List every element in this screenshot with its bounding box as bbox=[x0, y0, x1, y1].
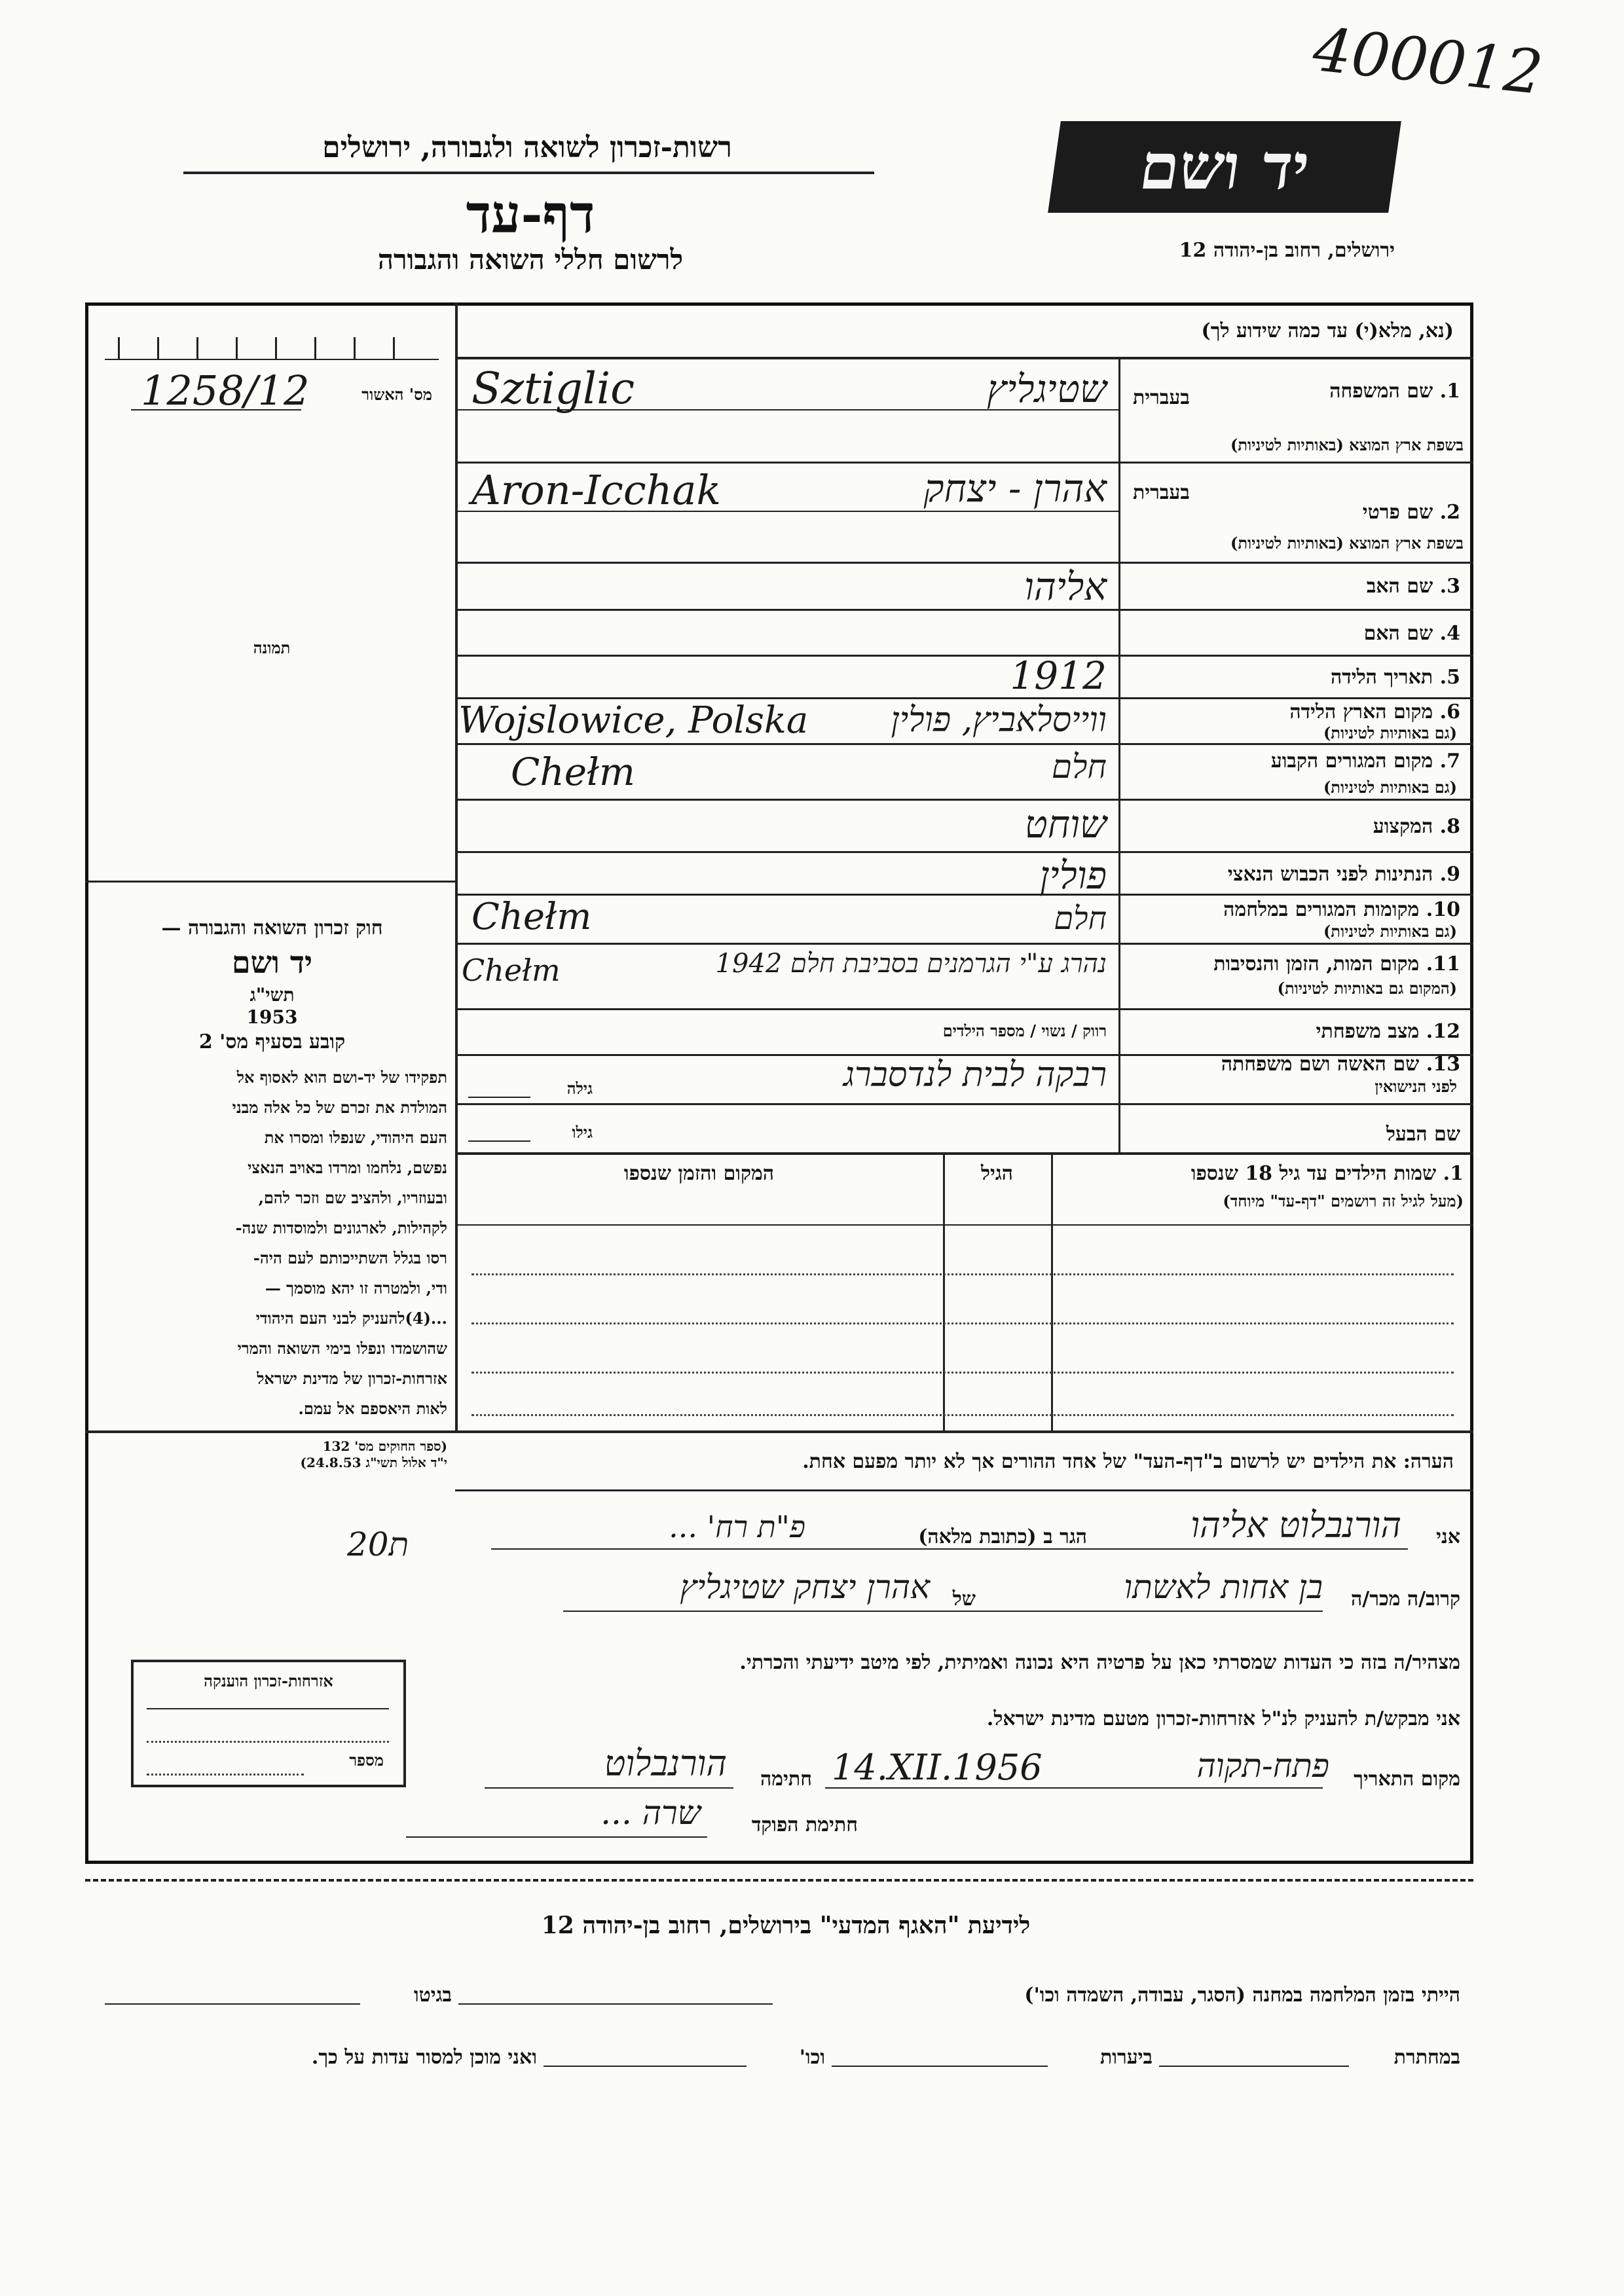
note-bottom bbox=[455, 1489, 1473, 1491]
declarant-name: הורנבלוט אליהו bbox=[1190, 1504, 1401, 1546]
field-10-value-latin: Chełm bbox=[471, 896, 592, 938]
footer-ghetto-label: בגיטו bbox=[413, 1984, 452, 2007]
declaration-text: מצהיר/ה בזה כי העדות שמסרתי כאן על פרטיה היא נכונה ואמיתית, לפי מיטב ידיעתי והכרתי. bbox=[739, 1651, 1460, 1674]
field-13-sub: לפני הנישואין bbox=[1375, 1077, 1457, 1096]
children-col-divider-2 bbox=[943, 1152, 945, 1430]
field-1-lang: בעברית bbox=[1133, 386, 1190, 409]
place-date-line bbox=[825, 1787, 1323, 1789]
place-date-label: מקום התאריך bbox=[1354, 1768, 1460, 1791]
children-col-age: הגיל bbox=[980, 1162, 1014, 1185]
field-2-value-latin: Aron-Icchak bbox=[471, 466, 722, 514]
row-sep-14 bbox=[455, 1152, 1473, 1155]
approval-ticks bbox=[118, 337, 432, 360]
declarant-line-2 bbox=[563, 1611, 1323, 1612]
row-sep-1 bbox=[455, 462, 1473, 464]
form-intro: (נא, מלא(י) עד כמה שידוע לך) bbox=[1201, 319, 1454, 342]
stamp-title: אזרחות-זכרון הוענקה bbox=[204, 1671, 333, 1690]
field-10-sub: (גם באותיות לטיניות) bbox=[1323, 922, 1457, 941]
signature-label: חתימה bbox=[760, 1768, 812, 1791]
field-7-label: 7. מקום המגורים הקבוע bbox=[1270, 750, 1460, 773]
field-6-label: 6. מקום הארץ הלידה bbox=[1289, 701, 1460, 723]
field-2-sub: בשפת ארץ המוצא (באותיות לטיניות) bbox=[1230, 534, 1464, 553]
field-2-value-hebrew: אהרן - יצחק bbox=[923, 466, 1107, 511]
label-column-border bbox=[1118, 357, 1120, 1152]
children-row-3 bbox=[471, 1372, 1454, 1374]
field-husband-age-label: גילו bbox=[572, 1123, 593, 1142]
footer-line-1-field-a bbox=[458, 2003, 773, 2005]
field-13-label: 13. שם האשה ושם משפחתה bbox=[1221, 1053, 1460, 1076]
field-11-sub: (המקום גם באותיות לטיניות) bbox=[1277, 979, 1457, 998]
law-year-heb: תשי"ג bbox=[249, 984, 295, 1006]
footer-line-1-field-b bbox=[105, 2003, 360, 2005]
children-bottom bbox=[455, 1430, 1473, 1433]
field-2-label: 2. שם פרטי bbox=[1362, 501, 1460, 524]
children-header-line bbox=[455, 1224, 1473, 1226]
left-column-border bbox=[455, 302, 458, 1430]
field-11-label: 11. מקום המות, הזמן והנסיבות bbox=[1213, 953, 1460, 975]
stamp-number-line bbox=[147, 1774, 304, 1776]
photo-label: תמונה bbox=[253, 638, 291, 657]
photo-area-bottom bbox=[85, 881, 455, 883]
request-text: אני מבקש/ת להעניק לנ"ל אזרחות-זכרון מטעם מדינת ישראל. bbox=[986, 1707, 1460, 1730]
footer-line-2-field-b bbox=[832, 2066, 1048, 2067]
field-13-age-label: גילה bbox=[566, 1079, 593, 1098]
field-7-value-hebrew: חלם bbox=[1051, 748, 1107, 786]
field-5-label: 5. תאריך הלידה bbox=[1331, 666, 1460, 689]
footer-underground-label: במחתרת bbox=[1393, 2046, 1460, 2069]
relation-of: של bbox=[952, 1588, 976, 1611]
field-7-value-latin: Chełm bbox=[511, 750, 635, 794]
field-1-value-hebrew: שטיגליץ bbox=[986, 367, 1107, 411]
authority-underline bbox=[183, 172, 874, 174]
children-col-divider-1 bbox=[1051, 1152, 1053, 1430]
law-section: קובע בסעיף מס' 2 bbox=[198, 1030, 346, 1053]
row-sep-10 bbox=[455, 943, 1473, 945]
fields-top-border bbox=[455, 357, 1473, 359]
declarant-address: פ"ת רח' ... bbox=[669, 1509, 805, 1544]
footer-forests-label: ביערות bbox=[1099, 2046, 1153, 2069]
children-row-2 bbox=[471, 1322, 1454, 1324]
approval-value: 1258/12 bbox=[141, 367, 310, 414]
yad-vashem-logo bbox=[1048, 121, 1401, 213]
field-10-value-hebrew: חלם bbox=[1054, 900, 1107, 937]
relation-label: קרוב/ה מכר/ה bbox=[1351, 1588, 1460, 1611]
law-sidebar bbox=[97, 917, 447, 1471]
footer-dashed-top bbox=[85, 1879, 1473, 1882]
citizenship-stamp-box bbox=[131, 1660, 406, 1787]
law-source: (ספר החוקים מס' 132 י"ד אלול תשי"ג 24.8.53) bbox=[300, 1438, 447, 1470]
law-text: תפקידו של יד-ושם הוא לאסוף אל המולדת את זכרם של כל אלה מבני העם היהודי, שנפלו ומסרו את נפשם, נלחמו ומרדו באויב הנאצי ובעוזריו, ולהציב שם וזכר להם, לקהילות, לארגונים ולמוסדות שנה- רסו בגלל השתייכותם לעם היה- ודי, ולמטרה זו יהא מוסמך — ...(4)להעניק לבני העם היהודי שהושמדו ונפלו בימי השואה והמרי אזרחות-זכרון של מדינת ישראל לאות היאספם אל עמם. bbox=[232, 1068, 447, 1418]
footer-etc-label: וכו' bbox=[799, 2046, 825, 2069]
children-row-4 bbox=[471, 1414, 1454, 1416]
field-12-label: 12. מצב משפחתי bbox=[1316, 1020, 1460, 1043]
header-address: ירושלים, רחוב בן-יהודה 12 bbox=[1179, 239, 1395, 262]
approval-underline bbox=[131, 409, 301, 410]
row-sep-7 bbox=[455, 799, 1473, 801]
field-6-value-hebrew: ווייסלאביץ, פולין bbox=[891, 701, 1107, 740]
field-9-label: 9. הנתינות לפני הכבוש הנאצי bbox=[1227, 863, 1460, 886]
officer-label: חתימת הפוקד bbox=[751, 1813, 858, 1836]
place-value: פתח-תקוה bbox=[1196, 1747, 1329, 1785]
field-husband-label: שם הבעל bbox=[1386, 1123, 1460, 1146]
row-sep-13 bbox=[455, 1103, 1473, 1105]
field-10-label: 10. מקומות המגורים במלחמה bbox=[1223, 898, 1460, 921]
field-1-label: 1. שם המשפחה bbox=[1329, 380, 1460, 403]
children-sub: (מעל לגיל זה רושמים "דף-עד" מיוחד) bbox=[1223, 1192, 1464, 1211]
stamp-line bbox=[147, 1741, 389, 1743]
law-year: 1953 bbox=[246, 1006, 298, 1028]
field-12-options: רווק / נשוי / מספר הילדים bbox=[942, 1021, 1107, 1040]
law-name: יד ושם bbox=[231, 945, 313, 980]
signature-line bbox=[485, 1787, 733, 1789]
form-subtitle: לרשום חללי השואה והגבורה bbox=[377, 244, 684, 276]
relation-value: בן אחות לאשתו bbox=[1124, 1568, 1323, 1606]
children-col-place: המקום והזמן שנספו bbox=[623, 1162, 775, 1185]
officer-line bbox=[406, 1836, 707, 1838]
field-2-lang: בעברית bbox=[1133, 481, 1190, 504]
reference-number: 400012 bbox=[1310, 14, 1546, 109]
field-9-value: פולין bbox=[1039, 853, 1107, 898]
deceased-name: אהרן יצחק שטיגליץ bbox=[680, 1568, 930, 1606]
field-husband-age-line bbox=[468, 1140, 530, 1142]
field-5-value: 1912 bbox=[1010, 653, 1107, 698]
field-1-value-latin: Sztiglic bbox=[471, 363, 635, 414]
field-6-value-latin: Wojslowice, Polska bbox=[458, 699, 809, 742]
field-6-sub: (גם באותיות לטיניות) bbox=[1323, 723, 1457, 742]
children-note: הערה: את הילדים יש לרשום ב"דף-העד" של אחד ההורים אך לא יותר מפעם אחת. bbox=[802, 1450, 1454, 1473]
stamp-divider bbox=[147, 1708, 389, 1709]
field-11-value-hebrew: נהרג ע"י הגרמנים בסביבת חלם 1942 bbox=[715, 949, 1107, 979]
margin-note: 20ת bbox=[347, 1525, 409, 1563]
sidebar-bottom bbox=[85, 1430, 455, 1433]
authority-name: רשות-זכרון לשואה ולגבורה, ירושלים bbox=[322, 131, 732, 164]
officer-signature: שרה ... bbox=[600, 1794, 701, 1832]
field-3-value: אליהו bbox=[1024, 564, 1107, 609]
field-8-label: 8. המקצוע bbox=[1373, 815, 1460, 838]
declarant-address-label: הגר ב (כתובת מלאה) bbox=[918, 1525, 1087, 1548]
footer-line-2-field-a bbox=[1159, 2066, 1349, 2067]
field-3-label: 3. שם האב bbox=[1366, 575, 1460, 598]
field-1-sub: בשפת ארץ המוצא (באותיות לטיניות) bbox=[1230, 435, 1464, 454]
field-13-value: רבקה לבית לנדסברג bbox=[843, 1055, 1107, 1095]
footer-line-1-text: הייתי בזמן המלחמה במחנה (הסגר, עבודה, השמדה וכו') bbox=[1024, 1984, 1460, 2007]
declarant-line-1 bbox=[491, 1548, 1408, 1550]
footer-testimony-text: ואני מוכן למסור עדות על כך. bbox=[311, 2046, 537, 2069]
approval-label: מס' האשור bbox=[361, 385, 432, 404]
row-sep-3 bbox=[455, 609, 1473, 611]
children-label: 1. שמות הילדים עד גיל 18 שנספו bbox=[1190, 1162, 1464, 1185]
form-title: דף-עד bbox=[466, 183, 595, 245]
field-4-label: 4. שם האם bbox=[1363, 622, 1460, 645]
children-row-1 bbox=[471, 1273, 1454, 1275]
row-sep-2 bbox=[455, 562, 1473, 564]
law-title: חוק זכרון השואה והגבורה — bbox=[161, 917, 383, 939]
row-sep-6 bbox=[455, 743, 1473, 745]
declarant-prefix: אני bbox=[1436, 1525, 1460, 1548]
footer-line-2-field-c bbox=[544, 2066, 747, 2067]
footer-title: לידיעת "האגף המדעי" בירושלים, רחוב בן-יהודה 12 bbox=[541, 1912, 1031, 1939]
field-13-age-line bbox=[468, 1097, 530, 1098]
logo-text: יד ושם bbox=[1135, 130, 1314, 204]
date-value: 14.XII.1956 bbox=[832, 1747, 1043, 1788]
row-sep-11 bbox=[455, 1008, 1473, 1010]
declarant-signature: הורנבלוט bbox=[604, 1743, 727, 1784]
field-7-sub: (גם באותיות לטיניות) bbox=[1323, 778, 1457, 797]
field-11-value-latin: Chełm bbox=[462, 953, 561, 988]
stamp-number-label: מספר bbox=[349, 1751, 384, 1770]
field-8-value: שוחט bbox=[1024, 802, 1107, 847]
